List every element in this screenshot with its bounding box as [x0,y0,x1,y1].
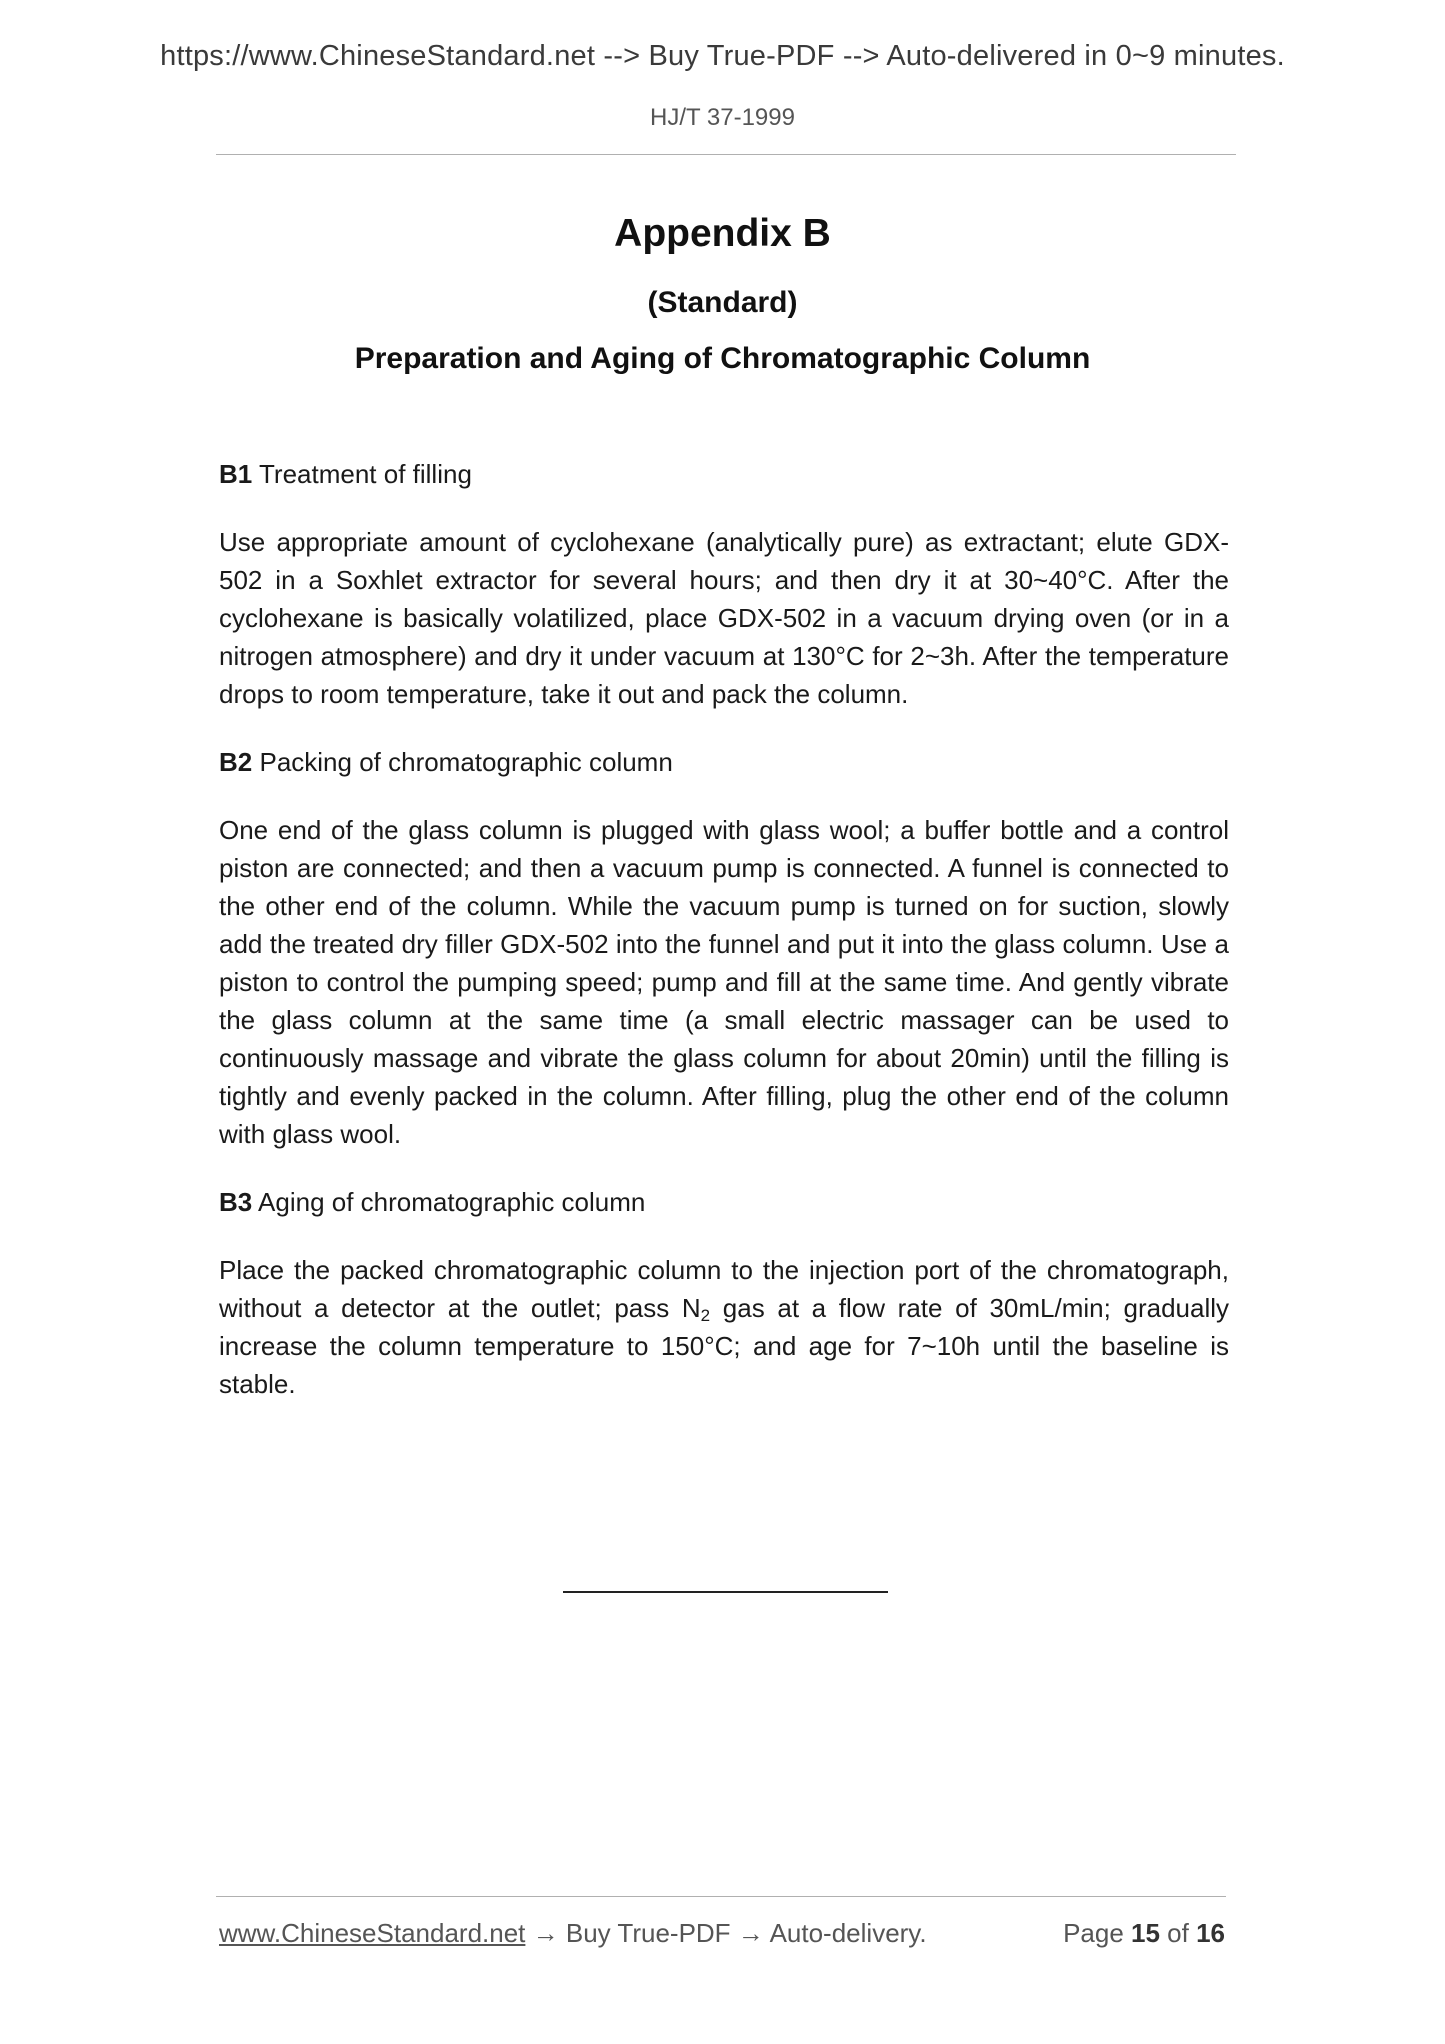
paragraph-text: gas at a flow rate of 30mL/min; gradually increase the column temperature to 150°C; and age for 7~10h until the baseline is stable. [219,1293,1229,1399]
end-of-document-line [563,1591,888,1593]
document-body [219,455,1229,1433]
section-title: Packing of chromatographic column [252,747,673,777]
footer-site-link[interactable]: www.ChineseStandard.net [219,1918,526,1948]
current-page: 15 [1131,1918,1160,1948]
document-number: HJ/T 37-1999 [650,104,795,131]
subscript: 2 [700,1306,711,1325]
section-b3-heading [219,1183,1229,1221]
section-b1-paragraph: Use appropriate amount of cyclohexane (analytically pure) as extractant; elute GDX-502 in a Soxhlet extractor for several hours; and then dry it at 30~40°C. After the cyclohexane is basically volatilized, place GDX-502 in a vacuum drying oven (or in a nitrogen atmosphere) and dry it under vacuum at 130°C for 2~3h. After the temperature drops to room temperature, take it out and pack the column. [219,527,1229,709]
appendix-heading: Preparation and Aging of Chromatographic Column [354,342,1091,375]
section-number: B2 [219,747,253,777]
footer-divider [216,1896,1226,1897]
footer-promo [219,1918,927,1949]
footer-promo-text: → Buy True-PDF → Auto-delivery. [525,1918,927,1948]
section-number: B1 [219,459,253,489]
section-title: Treatment of filling [252,459,472,489]
section-b1-heading [219,455,1229,493]
total-pages: 16 [1196,1918,1225,1948]
appendix-title: Appendix B [614,212,831,255]
page-indicator [1063,1918,1225,1949]
section-number: B3 [219,1187,253,1217]
section-b3-paragraph [219,1251,1229,1403]
section-title: Aging of chromatographic column [252,1187,646,1217]
section-b2-paragraph: One end of the glass column is plugged with glass wool; a buffer bottle and a control piston are connected; and then a vacuum pump is connected. A funnel is connected to the other end of the column. While the vacuum pump is turned on for suction, slowly add the treated dry filler GDX-502 into the funnel and put it into the glass column. Use a piston to control the pumping speed; pump and fill at the same time. And gently vibrate the glass column at the same time (a small electric massager can be used to continuously massage and vibrate the glass column for about 20min) until the filling is tightly and evenly packed in the column. After filling, plug the other end of the column with glass wool. [219,815,1229,1149]
paragraph-text: Place the packed chromatographic column to the injection port of the chromatograph, without a detector at the outlet; pass N [219,1255,1229,1323]
appendix-type: (Standard) [647,286,798,319]
source-banner: https://www.ChineseStandard.net --> Buy True-PDF --> Auto-delivered in 0~9 minutes. [160,40,1285,72]
page-label: Page [1063,1918,1132,1948]
header-divider [216,154,1236,155]
section-b2-heading [219,743,1229,781]
of-label: of [1159,1918,1197,1948]
